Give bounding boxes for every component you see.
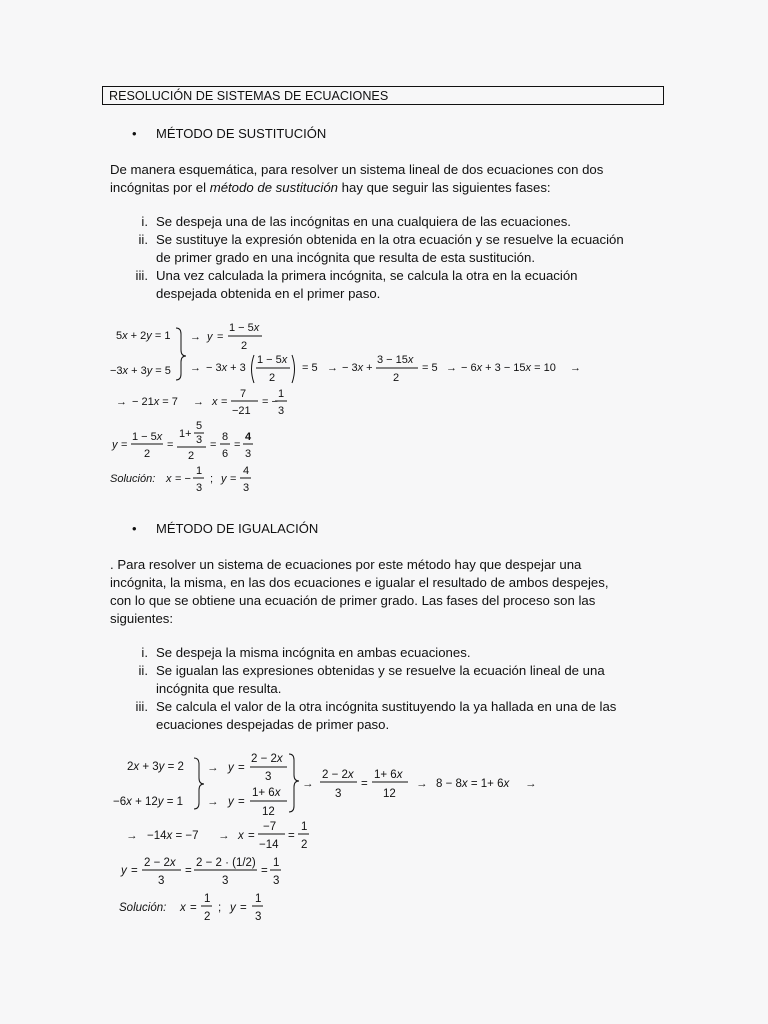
list-item-text: ecuaciones despejadas de primer paso. [156,717,390,732]
intro-line: siguientes: [110,611,174,626]
svg-text:→: → [126,830,138,842]
svg-text:3: 3 [278,405,285,417]
bullet-icon: • [132,521,137,536]
svg-text:−14x = −7: −14x = −7 [147,830,199,842]
svg-text:7: 7 [240,388,247,400]
svg-text:y: y [228,796,234,808]
svg-text:=: = [167,439,174,451]
svg-text:=: = [217,331,224,343]
svg-text:−21: −21 [232,405,251,417]
svg-text:3 − 15x: 3 − 15x [377,354,414,366]
svg-text:12: 12 [383,788,396,800]
svg-text:=: = [288,830,295,842]
list-item-text: incógnita que resulta. [156,681,282,696]
document-title: RESOLUCIÓN DE SISTEMAS DE ECUACIONES [102,86,664,105]
list-item-number: i. [141,645,148,660]
svg-text:→: → [116,396,127,408]
svg-text:−14: −14 [259,839,279,851]
svg-text:y: y [121,865,127,877]
svg-text:1+: 1+ [179,428,192,440]
svg-text:=: = [185,865,192,877]
svg-text:− 21x = 7: − 21x = 7 [132,396,178,408]
svg-text:2: 2 [393,372,400,384]
svg-text:;: ; [210,473,214,485]
svg-text:=: = [121,439,128,451]
svg-text:8 − 8x = 1+ 6x: 8 − 8x = 1+ 6x [436,778,510,790]
svg-text:=: = [261,865,268,877]
svg-text:x: x [166,473,172,485]
intro-text: hay que seguir las siguientes fases: [338,180,551,195]
intro-line: con lo que se obtiene una ecuación de primer grado. Las fases del proceso son las [110,593,596,608]
svg-text:3: 3 [255,911,262,923]
intro-line: incógnita, la misma, en las dos ecuaciones e igualar el resultado de ambos despejes, [110,575,609,590]
list-item-number: iii. [135,268,148,283]
solution-label: Solución: [110,473,156,485]
svg-text:2 − 2x: 2 − 2x [251,753,283,765]
svg-text:1: 1 [204,893,211,905]
svg-text:− 6x + 3 − 15x = 10: − 6x + 3 − 15x = 10 [461,362,556,374]
svg-text:y: y [221,473,227,485]
svg-text:→: → [416,778,428,790]
list-item-number: ii. [138,663,148,678]
svg-text:→: → [327,362,338,374]
svg-text:1: 1 [301,821,308,833]
svg-text:= −: = − [175,473,191,485]
svg-text:=: = [234,439,241,451]
svg-text:2: 2 [188,450,195,462]
svg-text:3: 3 [222,875,229,887]
intro-line: . Para resolver un sistema de ecuaciones por este método hay que despejar una [110,557,582,572]
bullet-icon: • [132,126,137,141]
svg-text:→: → [193,396,204,408]
svg-text:4: 4 [245,431,252,443]
svg-text:=: = [238,762,245,774]
svg-text:;: ; [218,902,222,914]
solution-label: Solución: [119,902,167,914]
svg-text:2x + 3y = 2: 2x + 3y = 2 [127,761,184,773]
svg-text:2: 2 [144,448,151,460]
svg-text:=: = [131,865,138,877]
svg-text:x: x [238,830,244,842]
svg-text:=: = [221,396,228,408]
svg-text:= 5: = 5 [302,362,318,374]
svg-text:− 3x +: − 3x + [342,362,373,374]
svg-text:5x + 2y = 1: 5x + 2y = 1 [116,330,171,342]
svg-text:→: → [446,362,457,374]
svg-text:2 − 2x: 2 − 2x [144,857,176,869]
svg-text:2: 2 [301,839,308,851]
list-item-text: Se despeja la misma incógnita en ambas ecuaciones. [156,645,471,660]
svg-text:1: 1 [196,465,203,477]
svg-text:=: = [240,902,247,914]
svg-text:2 − 2 · (1/2): 2 − 2 · (1/2) [196,857,256,869]
svg-text:→: → [525,778,537,790]
svg-text:12: 12 [262,806,275,818]
list-item-number: i. [141,214,148,229]
svg-text:1 − 5x: 1 − 5x [229,322,260,334]
svg-text:1: 1 [255,893,262,905]
svg-text:=: = [230,473,237,485]
svg-text:5: 5 [196,420,203,432]
svg-text:2 − 2x: 2 − 2x [322,769,354,781]
svg-text:3: 3 [245,448,252,460]
svg-text:3: 3 [158,875,165,887]
list-item-text: Se sustituye la expresión obtenida en la otra ecuación y se resuelve la ecuación [156,232,624,247]
svg-text:y: y [207,331,213,343]
svg-text:3: 3 [273,875,280,887]
svg-text:y: y [228,762,234,774]
svg-text:3: 3 [265,771,272,783]
list-item-text: Una vez calculada la primera incógnita, se calcula la otra en la ecuación [156,268,578,283]
svg-text:−6x + 12y = 1: −6x + 12y = 1 [113,796,184,808]
svg-text:−3x + 3y = 5: −3x + 3y = 5 [110,365,171,377]
svg-text:→: → [570,362,581,374]
svg-text:→: → [218,830,230,842]
intro-line: De manera esquemática, para resolver un sistema lineal de dos ecuaciones con dos [110,162,604,177]
svg-text:y: y [230,902,236,914]
svg-text:3: 3 [196,434,203,446]
svg-text:1+ 6x: 1+ 6x [374,769,403,781]
intro-text: incógnitas por el [110,180,210,195]
svg-text:2: 2 [269,372,276,384]
list-item-text: Se igualan las expresiones obtenidas y se resuelve la ecuación lineal de una [156,663,605,678]
svg-text:3: 3 [196,482,203,494]
intro-emphasis: método de sustitución [209,180,338,195]
svg-text:x: x [180,902,186,914]
svg-text:=: = [210,439,217,451]
svg-text:=: = [361,778,368,790]
svg-text:= −: = − [262,396,278,408]
svg-text:8: 8 [222,431,229,443]
svg-text:→: → [190,331,201,343]
svg-text:x: x [212,396,218,408]
svg-text:2: 2 [204,911,211,923]
svg-text:2: 2 [241,340,248,352]
svg-text:=: = [238,796,245,808]
list-item-text: Se calcula el valor de la otra incógnita sustituyendo la ya hallada en una de las [156,699,617,714]
svg-text:1 − 5x: 1 − 5x [257,354,288,366]
svg-text:1+ 6x: 1+ 6x [252,787,281,799]
list-item-number: iii. [135,699,148,714]
svg-text:→: → [190,362,201,374]
list-item-number: ii. [138,232,148,247]
svg-text:−7: −7 [263,821,277,833]
svg-text:3: 3 [243,482,250,494]
list-item-text: Se despeja una de las incógnitas en una cualquiera de las ecuaciones. [156,214,571,229]
list-item-text: despejada obtenida en el primer paso. [156,286,381,301]
section-heading-label: MÉTODO DE IGUALACIÓN [156,521,319,536]
list-item-text: de primer grado en una incógnita que resulta de esta sustitución. [156,250,536,265]
svg-text:=: = [248,830,255,842]
svg-text:− 3x + 3: − 3x + 3 [206,362,246,374]
section-heading-label: MÉTODO DE SUSTITUCIÓN [156,126,327,141]
svg-text:→: → [302,778,314,790]
svg-text:1: 1 [278,388,285,400]
svg-text:→: → [207,762,219,774]
svg-text:→: → [207,796,219,808]
svg-text:1 − 5x: 1 − 5x [132,431,163,443]
svg-text:y: y [112,439,118,451]
svg-text:3: 3 [335,788,342,800]
svg-text:= 5: = 5 [422,362,438,374]
svg-text:=: = [190,902,197,914]
svg-text:6: 6 [222,448,229,460]
svg-text:4: 4 [243,465,250,477]
svg-text:1: 1 [273,857,280,869]
